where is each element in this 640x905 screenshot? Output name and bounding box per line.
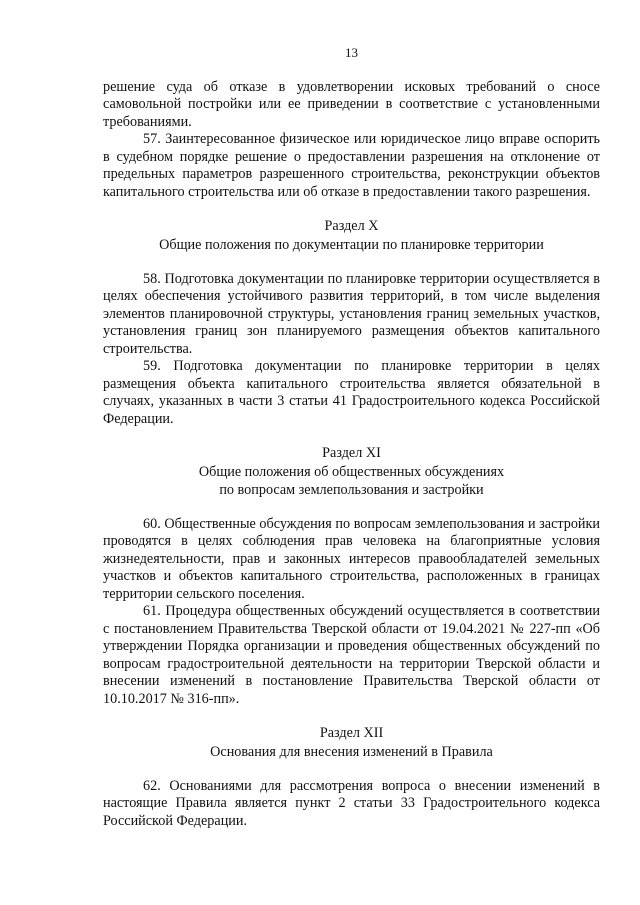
section-12-title (103, 743, 600, 761)
continuation-paragraph: решение суда об отказе в удовлетворении исковых требований о сносе самовольной постройки или ее приведении в соответствие с установленными требованиями. (103, 78, 600, 130)
section-10-title (103, 236, 600, 254)
section-10 (103, 218, 600, 428)
section-11-heading: Раздел XI (322, 445, 381, 461)
page-number: 13 (345, 45, 358, 60)
section-11-title-line: Общие положения об общественных обсуждениях (198, 463, 505, 480)
section-11-title (103, 463, 600, 499)
section-12-heading: Раздел XII (319, 725, 384, 741)
paragraph-58: 58. Подготовка документации по планировке территории осуществляется в целях обеспечения устойчивого развития территорий, в том числе выделения элементов планировочной структуры, установления границ земельных участков, установления границ зон планируемого размещения объектов капитального строительства. (103, 270, 600, 357)
section-11 (103, 445, 600, 708)
section-10-heading: Раздел X (324, 218, 379, 234)
paragraph-60: 60. Общественные обсуждения по вопросам землепользования и застройки проводятся в целях соблюдения прав человека на благоприятные условия жизнедеятельности, прав и законных интересов правообладателей земельных участков и объектов капитального строительства, расположенных в границах территории сельского поселения. (103, 515, 600, 602)
section-12 (103, 725, 600, 830)
section-11-title-line: по вопросам землепользования и застройки (219, 481, 484, 498)
paragraph-57: 57. Заинтересованное физическое или юридическое лицо вправе оспорить в судебном порядке решение о предоставлении разрешения на отклонение от предельных параметров разрешенного строительства, реконструкции объектов капитального строительства или об отказе в предоставлении такого разрешения. (103, 131, 600, 200)
document-page (103, 44, 600, 830)
section-12-title-line: Основания для внесения изменений в Правила (210, 743, 493, 760)
paragraph-62: 62. Основаниями для рассмотрения вопроса о внесении изменений в настоящие Правила является пункт 2 статьи 33 Градостроительного кодекса Российской Федерации. (103, 777, 600, 829)
section-10-title-line: Общие положения по документации по планировке территории (159, 236, 544, 253)
paragraph-61: 61. Процедура общественных обсуждений осуществляется в соответствии с постановлением Правительства Тверской области от 19.04.2021 № 227-пп «Об утверждении Порядка организации и проведения общественных обсуждений по вопросам градостроительной деятельности на территории Тверской области и внесении изменений в постановление Правительства Тверской области от 10.10.2017 № 316-пп». (103, 603, 600, 707)
paragraph-59: 59. Подготовка документации по планировке территории в целях размещения объекта капитального строительства является обязательной в случаях, указанных в части 3 статьи 41 Градостроительного кодекса Российской Федерации. (103, 358, 600, 427)
